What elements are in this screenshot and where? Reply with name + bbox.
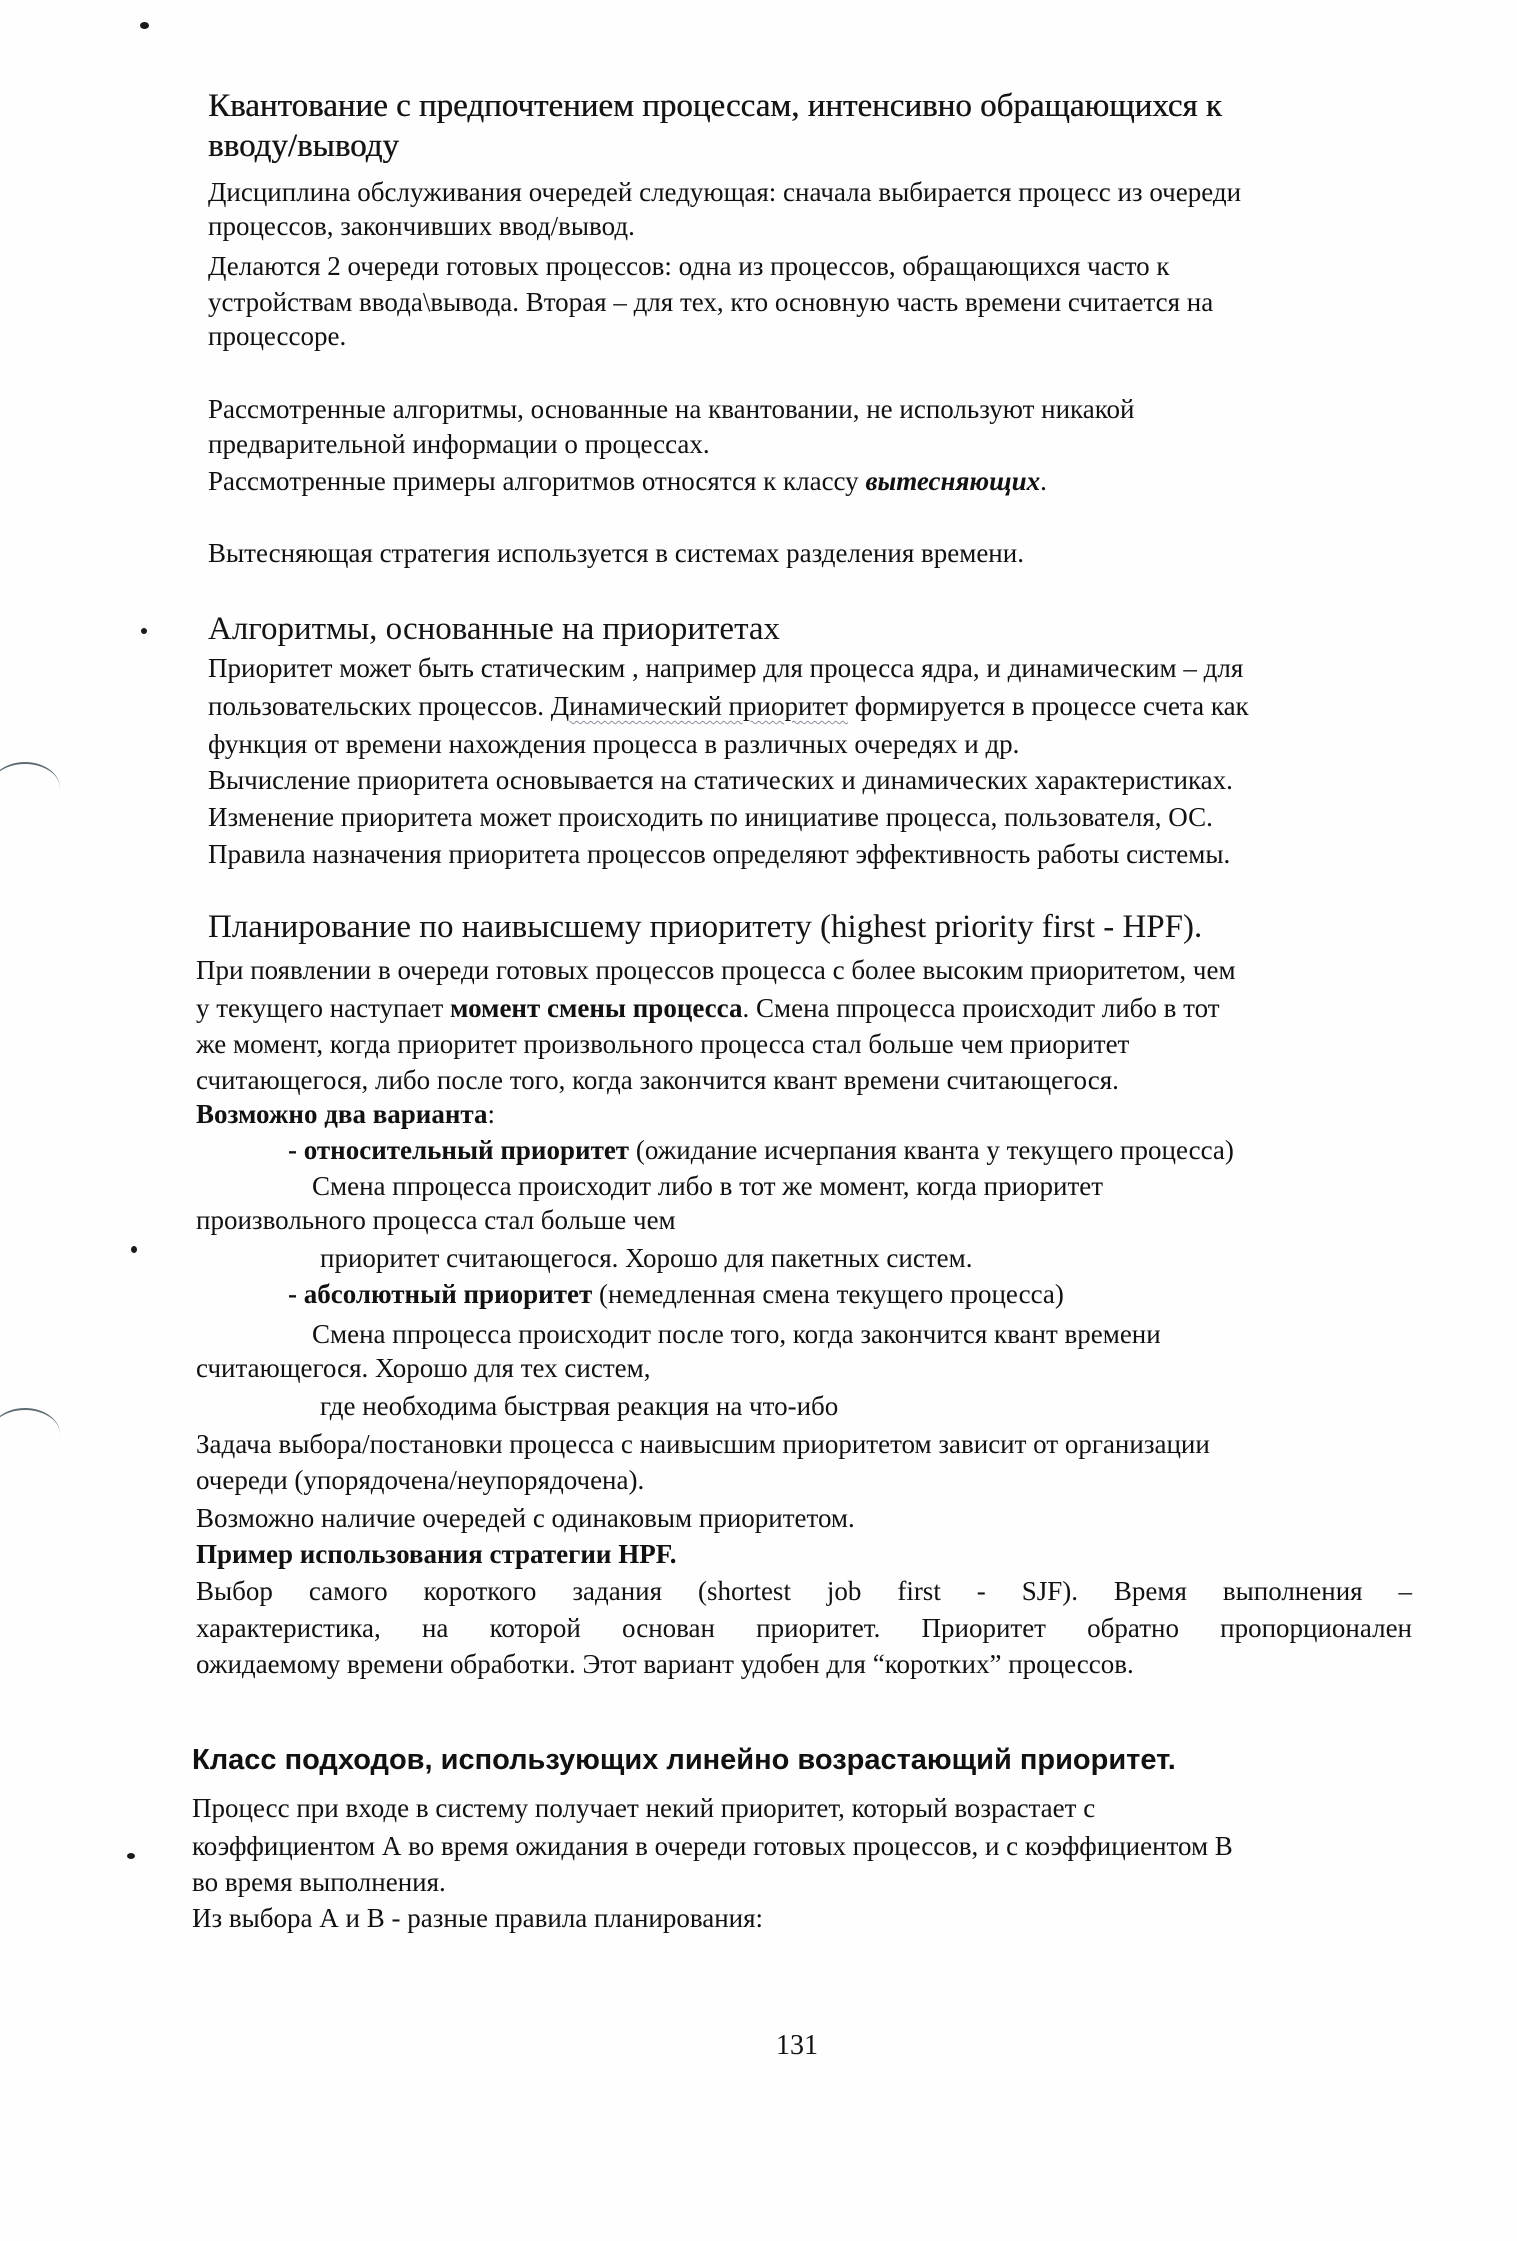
paragraph-line: считающегося. Хорошо для тех систем, — [196, 1353, 651, 1383]
paragraph-line: устройствам ввода\вывода. Вторая – для тех, кто основную часть времени считается на — [208, 287, 1214, 317]
bold-term: - абсолютный приоритет — [288, 1279, 593, 1309]
punch-hole-mark — [0, 762, 60, 814]
section-heading: Алгоритмы, основанные на приоритетах — [208, 611, 781, 647]
subheading: Пример использования стратегии HPF. — [196, 1539, 677, 1569]
scan-speck — [131, 1246, 137, 1253]
paragraph-line: Возможно наличие очередей с одинаковым приоритетом. — [196, 1503, 855, 1533]
paragraph-line: ожидаемому времени обработки. Этот вариант удобен для “коротких” процессов. — [196, 1649, 1134, 1679]
subheading — [196, 1098, 495, 1130]
page-number: 131 — [776, 2030, 818, 2061]
paragraph-line: процессоре. — [208, 321, 347, 351]
paragraph-line: функция от времени нахождения процесса в различных очередях и др. — [208, 729, 1020, 759]
paragraph-line: При появлении в очереди готовых процессов процесса с более высоким приоритетом, чем — [196, 955, 1236, 985]
paragraph-line: Смена ппроцесса происходит либо в тот же момент, когда приоритет — [312, 1171, 1104, 1201]
section-heading: Класс подходов, использующих линейно возрастающий приоритет. — [192, 1744, 1176, 1776]
section-heading: Квантование с предпочтением процессам, интенсивно обращающихся к — [208, 88, 1222, 124]
paragraph-line: Процесс при входе в систему получает некий приоритет, который возрастает с — [192, 1793, 1096, 1823]
text: (ожидание исчерпания кванта у текущего процесса) — [629, 1135, 1234, 1165]
paragraph-line: Выбор самого короткого задания (shortest job first - SJF). Время выполнения – — [196, 1576, 1412, 1606]
paragraph-line: Правила назначения приоритета процессов определяют эффективность работы системы. — [208, 839, 1231, 869]
text: . — [1040, 466, 1047, 496]
emphasis-term: вытесняющих — [865, 466, 1041, 496]
scan-speck — [140, 22, 149, 29]
text: у текущего наступает — [196, 993, 451, 1023]
paragraph-line: Смена ппроцесса происходит после того, когда закончится квант времени — [312, 1319, 1161, 1349]
paragraph-line: где необходима быстрвая реакция на что-ибо — [320, 1391, 839, 1421]
scan-speck — [141, 628, 147, 634]
paragraph-line: Вытесняющая стратегия используется в системах разделения времени. — [208, 538, 1024, 568]
bold-term: момент смены процесса — [450, 993, 743, 1023]
text: Рассмотренные примеры алгоритмов относятся к классу — [208, 466, 866, 496]
punch-hole-mark — [0, 1408, 60, 1460]
paragraph-line — [196, 992, 1220, 1024]
list-item — [288, 1278, 1064, 1310]
paragraph-line: Вычисление приоритета основывается на статических и динамических характеристиках. — [208, 765, 1233, 795]
underlined-term: Динамический приоритет — [550, 691, 848, 721]
text: : — [487, 1099, 496, 1129]
text: пользовательских процессов. — [208, 691, 551, 721]
paragraph-line: же момент, когда приоритет произвольного процесса стал больше чем приоритет — [196, 1029, 1130, 1059]
text: . Смена ппроцесса происходит либо в тот — [742, 993, 1220, 1023]
section-heading: Планирование по наивысшему приоритету (highest priority first - HPF). — [208, 909, 1203, 945]
paragraph-line — [208, 690, 1249, 722]
paragraph-line: Задача выбора/постановки процесса с наивысшим приоритетом зависит от организации — [196, 1429, 1210, 1459]
paragraph-line: во время выполнения. — [192, 1867, 446, 1897]
paragraph-line: Дисциплина обслуживания очередей следующая: сначала выбирается процесс из очереди — [208, 177, 1242, 207]
paragraph-line: характеристика, на которой основан приоритет. Приоритет обратно пропорционален — [196, 1613, 1412, 1643]
paragraph-line: произвольного процесса стал больше чем — [196, 1205, 676, 1235]
paragraph-line: Рассмотренные алгоритмы, основанные на квантовании, не используют никакой — [208, 394, 1135, 424]
bold-term: - относительный приоритет — [288, 1135, 630, 1165]
paragraph-line: очереди (упорядочена/неупорядочена). — [196, 1465, 645, 1495]
list-item — [288, 1134, 1234, 1166]
paragraph-line: Делаются 2 очереди готовых процессов: одна из процессов, обращающихся часто к — [208, 251, 1170, 281]
paragraph-line: Из выбора А и В - разные правила планирования: — [192, 1903, 764, 1933]
paragraph-line: Изменение приоритета может происходить по инициативе процесса, пользователя, ОС. — [208, 802, 1213, 832]
paragraph-line: предварительной информации о процессах. — [208, 429, 710, 459]
paragraph-line: приоритет считающегося. Хорошо для пакетных систем. — [320, 1243, 973, 1273]
paragraph-line — [208, 465, 1047, 497]
scan-speck — [127, 1853, 135, 1859]
section-heading-continued: вводу/выводу — [208, 128, 399, 164]
text: (немедленная смена текущего процесса) — [592, 1279, 1064, 1309]
paragraph-line: Приоритет может быть статическим , например для процесса ядра, и динамическим – для — [208, 653, 1244, 683]
paragraph-line: считающегося, либо после того, когда закончится квант времени считающегося. — [196, 1065, 1119, 1095]
paragraph-line: процессов, закончивших ввод/вывод. — [208, 211, 635, 241]
paragraph-line: коэффициентом А во время ожидания в очереди готовых процессов, и с коэффициентом В — [192, 1831, 1233, 1861]
variants-label: Возможно два варианта — [196, 1099, 488, 1129]
text: формируется в процессе счета как — [847, 691, 1249, 721]
